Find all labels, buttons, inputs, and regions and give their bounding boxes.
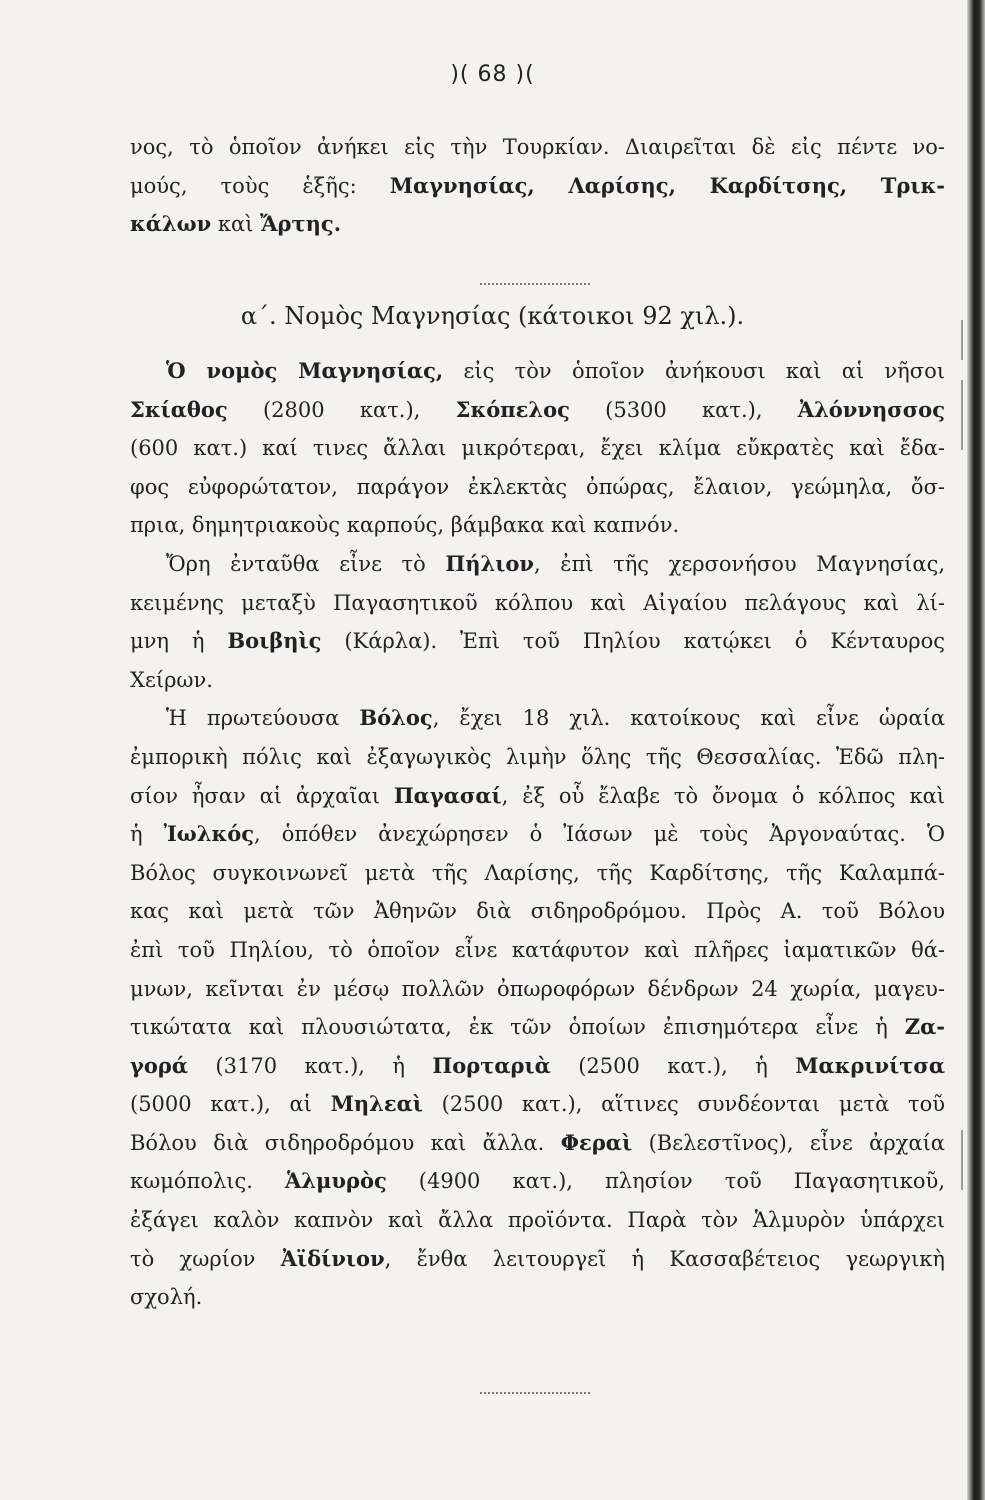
place-name: γορά [130, 1052, 188, 1078]
text-run: (5300 κατ.), [569, 397, 798, 422]
text-line [130, 167, 945, 206]
text-run: νος, τὸ ὁποῖον ἀνήκει εἰς τὴν Τουρκίαν. Διαιρεῖται δὲ εἰς πέντε νο- [130, 135, 945, 159]
text-run: (Κάρλα). Ἐπὶ τοῦ Πηλίου κατῴκει ὁ Κένταυρος [321, 629, 945, 654]
ornament-divider [480, 1392, 590, 1394]
place-name: Ὁ νομὸς Μαγνησίας, [166, 358, 444, 383]
text-line [130, 352, 945, 391]
text-run: φος εὐφορώτατον, παράγον ἐκλεκτὰς ὀπώρας, ἔλαιον, γεώμηλα, ὄσ- [130, 474, 945, 499]
text-run: πρια, δημητριακοὺς καρπούς, βάμβακα καὶ καπνόν. [130, 513, 680, 538]
text-line [130, 1278, 945, 1317]
text-line [130, 545, 945, 584]
text-line [130, 506, 945, 545]
text-run: , ἐξ οὗ ἔλαβε τὸ ὄνομα ὁ κόλπος καὶ [501, 783, 945, 808]
text-run: ἐπὶ τοῦ Πηλίου, τὸ ὁποῖον εἶνε κατάφυτον καὶ πλῆρες ἰαματικῶν θά- [130, 937, 945, 962]
text-line [130, 892, 945, 931]
text-run: Βόλου διὰ σιδηροδρόμου καὶ ἄλλα. [130, 1130, 561, 1155]
text-run: τικώτατα καὶ πλουσιώτατα, ἐκ τῶν ὁποίων ἐπισημότερα εἶνε ἡ [130, 1015, 905, 1040]
text-line [130, 128, 945, 167]
place-name: Ζα- [904, 1014, 945, 1040]
text-line [130, 777, 945, 816]
text-run: (2500 κατ.), αἵτινες συνδέονται μετὰ τοῦ [422, 1092, 946, 1117]
text-run: , ἔνθα λειτουργεῖ ἡ Κασσαβέτειος γεωργικὴ [384, 1246, 945, 1271]
text-run: κωμόπολις. [130, 1169, 286, 1194]
prefecture-name: κάλων [130, 211, 212, 237]
place-name: Μακρινίτσα [795, 1052, 946, 1078]
text-run: τὸ χωρίον [130, 1246, 281, 1271]
text-run: σχολή. [130, 1285, 203, 1310]
place-name: Ἀλόννησσος [797, 396, 945, 422]
text-line [130, 854, 945, 893]
text-run: (3170 κατ.), ἡ [188, 1053, 433, 1078]
text-line [130, 584, 945, 623]
text-run: καὶ [211, 212, 261, 237]
page-number-header: )( 68 )( [450, 62, 535, 87]
text-run: σίον ἦσαν αἱ ἀρχαῖαι [130, 783, 394, 808]
text-line [130, 1008, 945, 1047]
text-line [130, 661, 945, 700]
text-line [130, 429, 945, 468]
text-run: ἡ [130, 822, 164, 847]
text-run: κας καὶ μετὰ τῶν Ἀθηνῶν διὰ σιδηροδρόμου. Πρὸς Α. τοῦ Βόλου [130, 899, 945, 924]
text-line [130, 970, 945, 1009]
text-run: (2500 κατ.), ἡ [550, 1053, 796, 1078]
place-name: Μηλεαὶ [330, 1091, 423, 1117]
text-line [130, 1085, 945, 1124]
section-title: α΄. Νομὸς Μαγνησίας (κάτοικοι 92 χιλ.). [240, 302, 745, 330]
text-run: (5000 κατ.), αἱ [130, 1092, 331, 1117]
text-run: Ἡ πρωτεύουσα [166, 706, 360, 731]
place-name: Σκίαθος [130, 396, 228, 422]
text-run: (600 κατ.) καί τινες ἄλλαι μικρότεραι, ἔχει κλίμα εὔκρατὲς καὶ ἔδα- [130, 436, 945, 461]
ornament-divider [480, 283, 590, 285]
place-name: Πήλιον [445, 550, 534, 576]
text-run: ἐξάγει καλὸν καπνὸν καὶ ἄλλα προϊόντα. Παρὰ τὸν Ἁλμυρὸν ὑπάρχει [130, 1208, 945, 1233]
page-edge-shadow [967, 0, 985, 1500]
text-run: κειμένης μεταξὺ Παγασητικοῦ κόλπου καὶ Αἰγαίου πελάγους καὶ λί- [130, 590, 945, 615]
place-name: Βόλος [359, 705, 433, 731]
text-run: (4900 κατ.), πλησίον τοῦ Παγασητικοῦ, [386, 1169, 945, 1194]
place-name: Βοιβηὶς [227, 628, 322, 654]
text-line [130, 1201, 945, 1240]
text-run: Χείρων. [130, 667, 213, 692]
text-run: (2800 κατ.), [227, 397, 456, 422]
text-line [130, 205, 945, 244]
prefecture-name: Ἄρτης. [260, 211, 342, 237]
text-line [130, 391, 945, 430]
place-name: Φεραὶ [560, 1129, 633, 1155]
text-line [130, 1240, 945, 1279]
text-line [130, 699, 945, 738]
text-line [130, 815, 945, 854]
prefecture-names: Μαγνησίας, Λαρίσης, Καρδίτσης, Τρικ- [389, 172, 946, 198]
text-run: , ἐπὶ τῆς χερσονήσου Μαγνησίας, [533, 551, 946, 576]
text-run: μνη ἡ [130, 629, 228, 654]
text-run: Ὄρη ἐνταῦθα εἶνε τὸ [166, 551, 446, 576]
text-line [130, 1124, 945, 1163]
text-line [130, 738, 945, 777]
text-line [130, 468, 945, 507]
intro-paragraph [130, 128, 945, 244]
text-run: ἐμπορικὴ πόλις καὶ ἐξαγωγικὸς λιμὴν ὅλης τῆς Θεσσαλίας. Ἐδῶ πλη- [130, 744, 945, 769]
text-line [130, 622, 945, 661]
text-line [130, 1047, 945, 1086]
text-line [130, 931, 945, 970]
text-run: μνων, κεῖνται ἐν μέσῳ πολλῶν ὀπωροφόρων δένδρων 24 χωρία, μαγευ- [130, 976, 945, 1001]
text-run: , ὁπόθεν ἀνεχώρησεν ὁ Ἰάσων μὲ τοὺς Ἀργοναύτας. Ὁ [254, 822, 945, 847]
text-run: , ἔχει 18 χιλ. κατοίκους καὶ εἶνε ὡραία [432, 706, 946, 731]
place-name: Ἁλμυρὸς [285, 1168, 387, 1194]
margin-mark [961, 380, 963, 450]
place-name: Ἰωλκός [163, 821, 255, 847]
body-text [130, 352, 945, 1317]
margin-mark [961, 1130, 963, 1190]
text-run: Βόλος συγκοινωνεῖ μετὰ τῆς Λαρίσης, τῆς Καρδίτσης, τῆς Καλαμπά- [130, 860, 945, 885]
text-line [130, 1162, 945, 1201]
text-run: εἰς τὸν ὁποῖον ἀνήκουσι καὶ αἱ νῆσοι [443, 359, 945, 383]
text-run: μούς, τοὺς ἑξῆς: [130, 173, 390, 198]
place-name: Ἀϊδίνιον [280, 1245, 385, 1271]
text-run: (Βελεστῖνος), εἶνε ἀρχαία [632, 1130, 945, 1155]
place-name: Πορταριὰ [432, 1052, 551, 1078]
place-name: Παγασαί [393, 782, 502, 808]
place-name: Σκόπελος [455, 396, 570, 422]
